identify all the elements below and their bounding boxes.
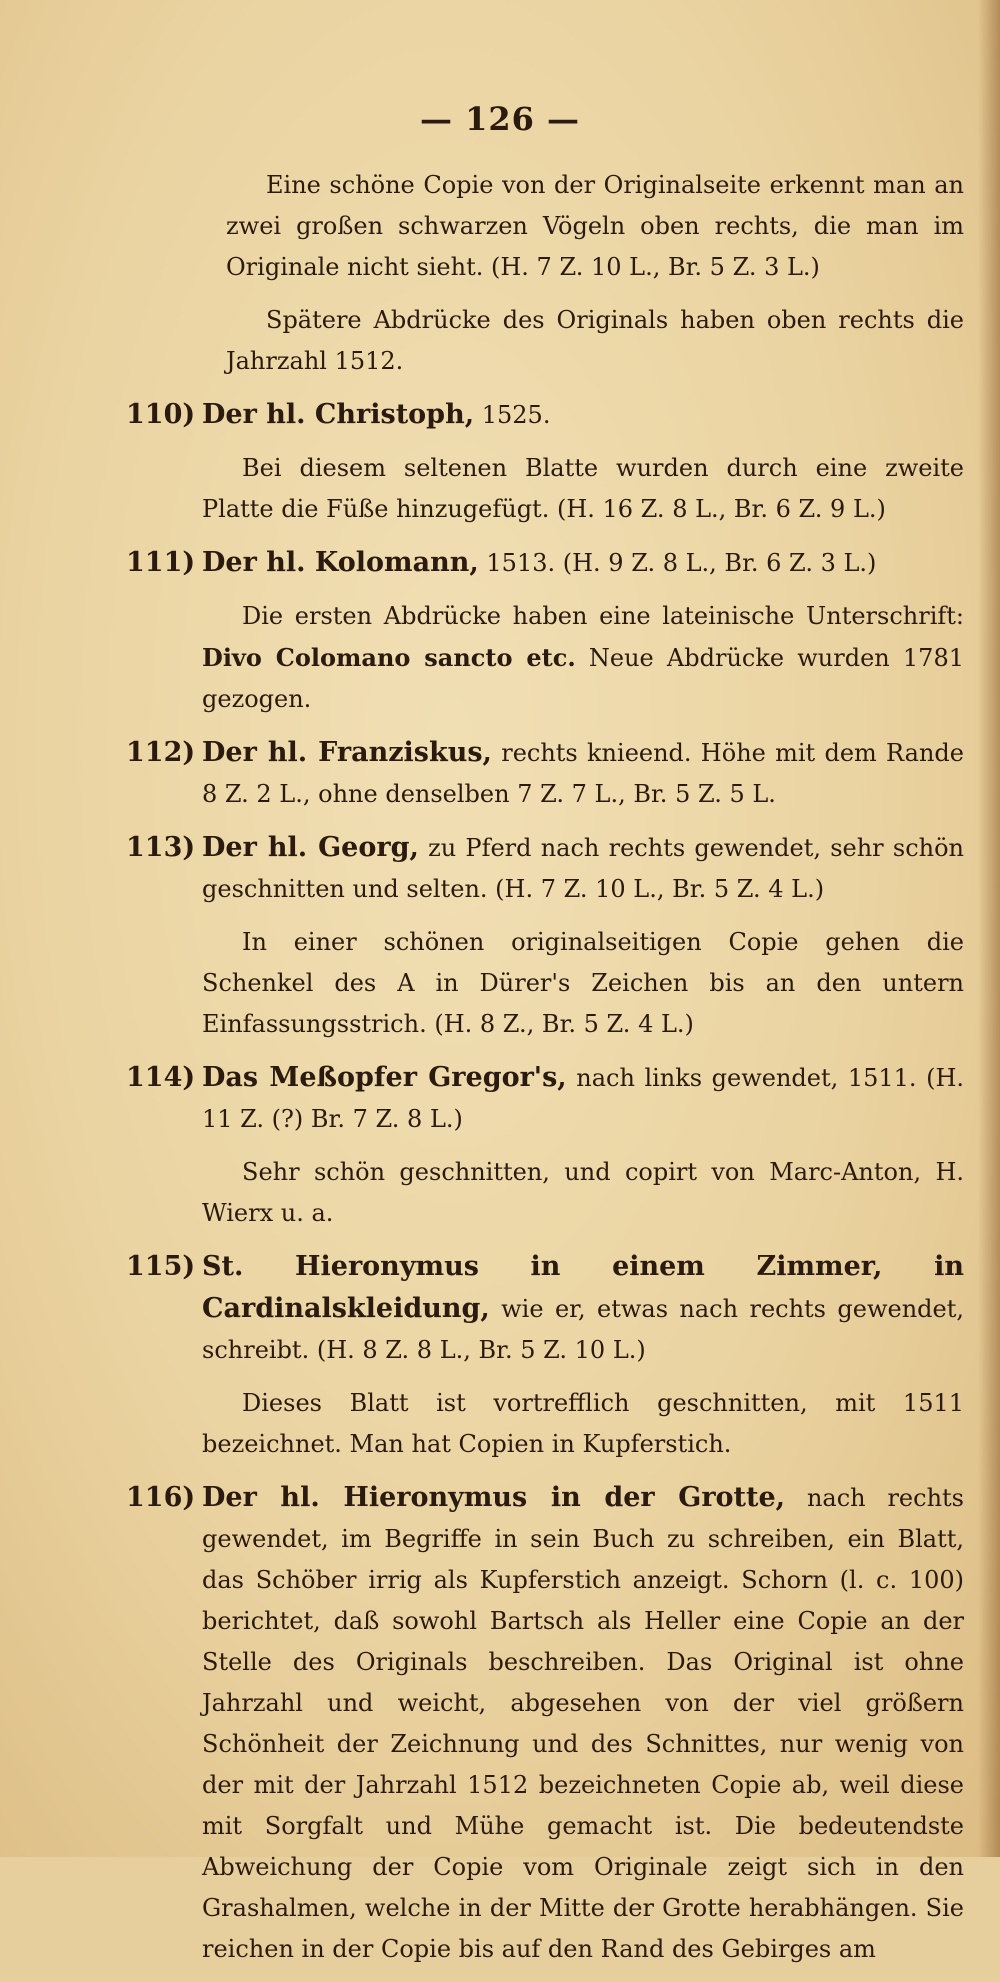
entry-text: nach links gewendet, 1511. (H. 11 Z. (?) Br. 7 Z. 8 L.) — [202, 1064, 965, 1133]
entry-text: 1525. — [474, 401, 551, 429]
entry-115 — [126, 1246, 964, 1371]
page-edge-shadow — [978, 0, 1000, 1857]
entry-number: 112) — [126, 737, 196, 768]
entry-number: 110) — [126, 399, 196, 430]
entry-number: 115) — [126, 1251, 196, 1282]
entry-114-note: Sehr schön geschnitten, und copirt von Marc-Anton, H. Wierx u. a. — [202, 1158, 964, 1227]
entry-title: Der hl. Kolomann, — [202, 547, 479, 578]
intro-paragraph-2: Spätere Abdrücke des Originals haben oben rechts die Jahrzahl 1512. — [226, 306, 964, 375]
latin-inscription: Divo Colomano sancto etc. — [202, 643, 576, 672]
entry-113-note: In einer schönen originalseitigen Copie gehen die Schenkel des A in Dürer's Zeichen bis an den untern Einfassungsstrich. (H. 8 Z., Br. 5 Z. 4 L.) — [202, 928, 964, 1038]
entry-111 — [126, 542, 964, 584]
intro-paragraph-1: Eine schöne Copie von der Originalseite erkennt man an zwei großen schwarzen Vögeln oben rechts, die man im Originale nicht sieht. (H. 7 Z. 10 L., Br. 5 Z. 3 L.) — [226, 171, 964, 281]
entry-number: 116) — [126, 1482, 196, 1513]
entry-text: 1513. (H. 9 Z. 8 L., Br. 6 Z. 3 L.) — [478, 549, 877, 577]
entry-title: Der hl. Georg, — [202, 832, 419, 863]
note-text-before: Die ersten Abdrücke haben eine lateinische Unterschrift: — [242, 602, 964, 630]
entry-116 — [126, 1477, 964, 1970]
entry-111-note — [126, 596, 964, 720]
entry-title: Der hl. Christoph, — [202, 399, 475, 430]
entry-title: St. Hieronymus in einem Zimmer, in Cardinalskleidung, — [202, 1251, 964, 1324]
page-number: — 126 — — [419, 100, 581, 138]
entry-115-note: Dieses Blatt ist vortrefflich geschnitten, mit 1511 bezeichnet. Man hat Copien in Kupferstich. — [202, 1389, 964, 1458]
entry-114 — [126, 1057, 964, 1140]
entry-text: rechts knieend. Höhe mit dem Rande 8 Z. 2 L., ohne denselben 7 Z. 7 L., Br. 5 Z. 5 L. — [202, 739, 964, 808]
entry-text: nach rechts gewendet, im Begriffe in sein Buch zu schreiben, ein Blatt, das Schöber irrig als Kupferstich anzeigt. Schorn (l. c. 100) berichtet, daß sowohl Bartsch als Heller eine Copie an der Stelle des Originals beschreiben. Das Original ist ohne Jahrzahl und weicht, abgesehen von der viel größern Schönheit der Zeichnung und des Schnittes, nur wenig von der mit der Jahrzahl 1512 bezeichneten Copie ab, weil diese mit Sorgfalt und Mühe gemacht ist. Die bedeutendste Abweichung der Copie vom Originale zeigt sich in den Grashalmen, welche in der Mitte der Grotte herabhängen. Sie reichen in der Copie bis auf den Rand des Gebirges am — [202, 1484, 964, 1963]
entry-title: Der hl. Hieronymus in der Grotte, — [202, 1482, 786, 1513]
entry-title: Der hl. Franziskus, — [202, 737, 492, 768]
entry-110 — [126, 394, 964, 436]
entry-text: wie er, etwas nach rechts gewendet, schreibt. (H. 8 Z. 8 L., Br. 5 Z. 10 L.) — [202, 1295, 964, 1364]
entry-title: Das Meßopfer Gregor's, — [202, 1062, 567, 1093]
note-text-after: Neue Abdrücke wurden 1781 gezogen. — [202, 644, 964, 713]
entry-number: 113) — [126, 832, 196, 863]
entry-number: 114) — [126, 1062, 196, 1093]
page-content — [126, 165, 964, 1982]
entry-112 — [126, 732, 964, 815]
entry-number: 111) — [126, 547, 196, 578]
entry-113 — [126, 827, 964, 910]
entry-110-note: Bei diesem seltenen Blatte wurden durch eine zweite Platte die Füße hinzugefügt. (H. 16 Z. 8 L., Br. 6 Z. 9 L.) — [202, 454, 964, 523]
entry-text: zu Pferd nach rechts gewendet, sehr schön geschnitten und selten. (H. 7 Z. 10 L., Br. 5 Z. 4 L.) — [202, 834, 965, 903]
